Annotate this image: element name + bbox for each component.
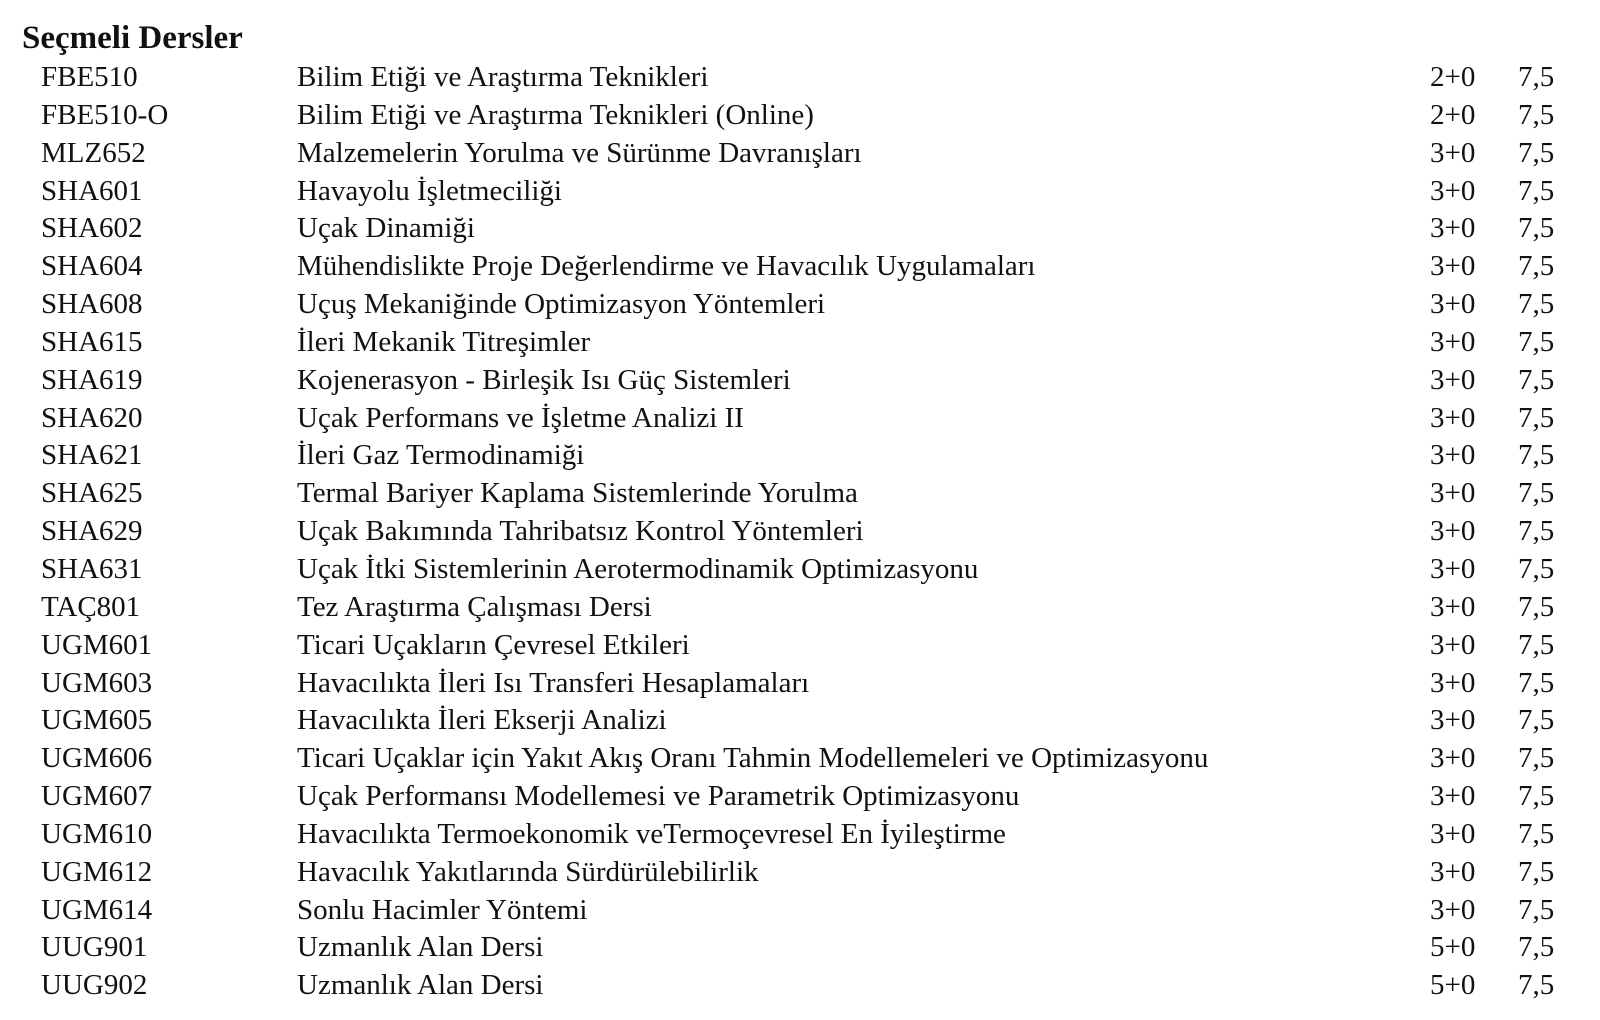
course-code: SHA608 <box>41 288 143 321</box>
course-code: UGM601 <box>41 628 153 661</box>
course-code: UGM614 <box>41 893 153 926</box>
course-ects: 7,5 <box>1518 893 1555 926</box>
course-ects: 7,5 <box>1518 780 1555 813</box>
course-name: Kojenerasyon - Birleşik Isı Güç Sistemleri <box>297 363 791 396</box>
course-name: Uçak Dinamiği <box>297 212 475 245</box>
course-ects: 7,5 <box>1518 363 1555 396</box>
course-name: Uçak Performans ve İşletme Analizi II <box>297 401 744 434</box>
course-row <box>0 474 1600 512</box>
course-hours: 3+0 <box>1430 590 1476 623</box>
course-code: UGM603 <box>41 666 153 699</box>
course-hours: 2+0 <box>1430 61 1476 93</box>
course-code: SHA604 <box>41 250 143 283</box>
course-row <box>0 323 1600 361</box>
course-ects: 7,5 <box>1518 136 1555 169</box>
course-code: FBE510 <box>41 61 138 93</box>
course-row <box>0 739 1600 777</box>
course-row <box>0 247 1600 285</box>
course-ects: 7,5 <box>1518 477 1555 510</box>
course-ects: 7,5 <box>1518 439 1555 472</box>
course-list <box>0 58 1600 1004</box>
course-ects: 7,5 <box>1518 61 1555 93</box>
course-name: Havacılık Yakıtlarında Sürdürülebilirlik <box>297 855 759 888</box>
course-code: SHA631 <box>41 552 143 585</box>
course-name: Termal Bariyer Kaplama Sistemlerinde Yorulma <box>297 477 858 510</box>
course-hours: 5+0 <box>1430 969 1476 1002</box>
course-hours: 3+0 <box>1430 477 1476 510</box>
course-name: Mühendislikte Proje Değerlendirme ve Havacılık Uygulamaları <box>297 250 1036 283</box>
course-hours: 3+0 <box>1430 893 1476 926</box>
course-code: UGM612 <box>41 855 153 888</box>
course-ects: 7,5 <box>1518 212 1555 245</box>
course-row <box>0 512 1600 550</box>
course-row <box>0 285 1600 323</box>
course-code: UGM605 <box>41 704 153 737</box>
course-code: SHA602 <box>41 212 143 245</box>
course-hours: 3+0 <box>1430 250 1476 283</box>
course-hours: 3+0 <box>1430 212 1476 245</box>
course-ects: 7,5 <box>1518 855 1555 888</box>
course-row <box>0 626 1600 664</box>
course-code: SHA615 <box>41 325 143 358</box>
course-hours: 3+0 <box>1430 628 1476 661</box>
course-hours: 3+0 <box>1430 363 1476 396</box>
course-row <box>0 853 1600 891</box>
course-hours: 3+0 <box>1430 439 1476 472</box>
course-code: UGM607 <box>41 780 153 813</box>
course-row <box>0 815 1600 853</box>
course-name: Uçak İtki Sistemlerinin Aerotermodinamik Optimizasyonu <box>297 552 979 585</box>
course-ects: 7,5 <box>1518 969 1555 1002</box>
course-name: Bilim Etiği ve Araştırma Teknikleri <box>297 61 709 93</box>
course-hours: 3+0 <box>1430 552 1476 585</box>
course-ects: 7,5 <box>1518 515 1555 548</box>
course-hours: 3+0 <box>1430 401 1476 434</box>
course-ects: 7,5 <box>1518 704 1555 737</box>
course-row <box>0 361 1600 399</box>
course-name: İleri Gaz Termodinamiği <box>297 439 585 472</box>
course-name: Ticari Uçakların Çevresel Etkileri <box>297 628 690 661</box>
course-ects: 7,5 <box>1518 817 1555 850</box>
course-code: UGM606 <box>41 742 153 775</box>
course-name: Uçak Performansı Modellemesi ve Parametrik Optimizasyonu <box>297 780 1020 813</box>
course-row <box>0 928 1600 966</box>
course-code: SHA619 <box>41 363 143 396</box>
course-hours: 3+0 <box>1430 817 1476 850</box>
course-code: TAÇ801 <box>41 590 141 623</box>
course-row <box>0 550 1600 588</box>
course-ects: 7,5 <box>1518 931 1555 964</box>
course-ects: 7,5 <box>1518 552 1555 585</box>
course-ects: 7,5 <box>1518 325 1555 358</box>
course-ects: 7,5 <box>1518 628 1555 661</box>
course-hours: 3+0 <box>1430 666 1476 699</box>
course-code: SHA620 <box>41 401 143 434</box>
course-name: Havacılıkta İleri Isı Transferi Hesaplamaları <box>297 666 810 699</box>
course-ects: 7,5 <box>1518 98 1555 131</box>
course-row <box>0 134 1600 172</box>
course-row <box>0 664 1600 702</box>
course-hours: 3+0 <box>1430 742 1476 775</box>
course-hours: 3+0 <box>1430 780 1476 813</box>
course-name: Tez Araştırma Çalışması Dersi <box>297 590 652 623</box>
course-code: SHA629 <box>41 515 143 548</box>
course-hours: 3+0 <box>1430 855 1476 888</box>
course-row <box>0 399 1600 437</box>
course-row <box>0 58 1600 96</box>
course-code: SHA621 <box>41 439 143 472</box>
course-hours: 5+0 <box>1430 931 1476 964</box>
course-hours: 2+0 <box>1430 98 1476 131</box>
course-hours: 3+0 <box>1430 325 1476 358</box>
course-code: SHA625 <box>41 477 143 510</box>
course-name: Bilim Etiği ve Araştırma Teknikleri (Online) <box>297 98 814 131</box>
course-hours: 3+0 <box>1430 704 1476 737</box>
course-code: UGM610 <box>41 817 153 850</box>
course-hours: 3+0 <box>1430 136 1476 169</box>
course-ects: 7,5 <box>1518 250 1555 283</box>
course-name: Sonlu Hacimler Yöntemi <box>297 893 588 926</box>
course-code: SHA601 <box>41 174 143 207</box>
course-ects: 7,5 <box>1518 742 1555 775</box>
course-name: Uçuş Mekaniğinde Optimizasyon Yöntemleri <box>297 288 826 321</box>
course-ects: 7,5 <box>1518 174 1555 207</box>
course-row <box>0 172 1600 210</box>
course-name: Havacılıkta İleri Ekserji Analizi <box>297 704 667 737</box>
course-row <box>0 966 1600 1004</box>
course-row <box>0 209 1600 247</box>
course-row <box>0 436 1600 474</box>
course-name: Uzmanlık Alan Dersi <box>297 931 544 964</box>
course-code: UUG901 <box>41 931 148 964</box>
course-name: Havayolu İşletmeciliği <box>297 174 562 207</box>
course-ects: 7,5 <box>1518 401 1555 434</box>
course-ects: 7,5 <box>1518 590 1555 623</box>
course-row <box>0 588 1600 626</box>
course-name: Malzemelerin Yorulma ve Sürünme Davranışları <box>297 136 862 169</box>
course-row <box>0 891 1600 929</box>
course-hours: 3+0 <box>1430 288 1476 321</box>
course-ects: 7,5 <box>1518 666 1555 699</box>
section-heading: Seçmeli Dersler <box>22 20 243 56</box>
course-row <box>0 701 1600 739</box>
course-name: İleri Mekanik Titreşimler <box>297 325 591 358</box>
course-name: Ticari Uçaklar için Yakıt Akış Oranı Tahmin Modellemeleri ve Optimizasyonu <box>297 742 1209 775</box>
course-code: UUG902 <box>41 969 148 1002</box>
course-hours: 3+0 <box>1430 515 1476 548</box>
course-row <box>0 96 1600 134</box>
course-name: Uçak Bakımında Tahribatsız Kontrol Yöntemleri <box>297 515 864 548</box>
course-row <box>0 777 1600 815</box>
course-code: MLZ652 <box>41 136 146 169</box>
course-hours: 3+0 <box>1430 174 1476 207</box>
course-name: Havacılıkta Termoekonomik veTermoçevresel En İyileştirme <box>297 817 1006 850</box>
course-ects: 7,5 <box>1518 288 1555 321</box>
course-code: FBE510-O <box>41 98 169 131</box>
course-name: Uzmanlık Alan Dersi <box>297 969 544 1002</box>
